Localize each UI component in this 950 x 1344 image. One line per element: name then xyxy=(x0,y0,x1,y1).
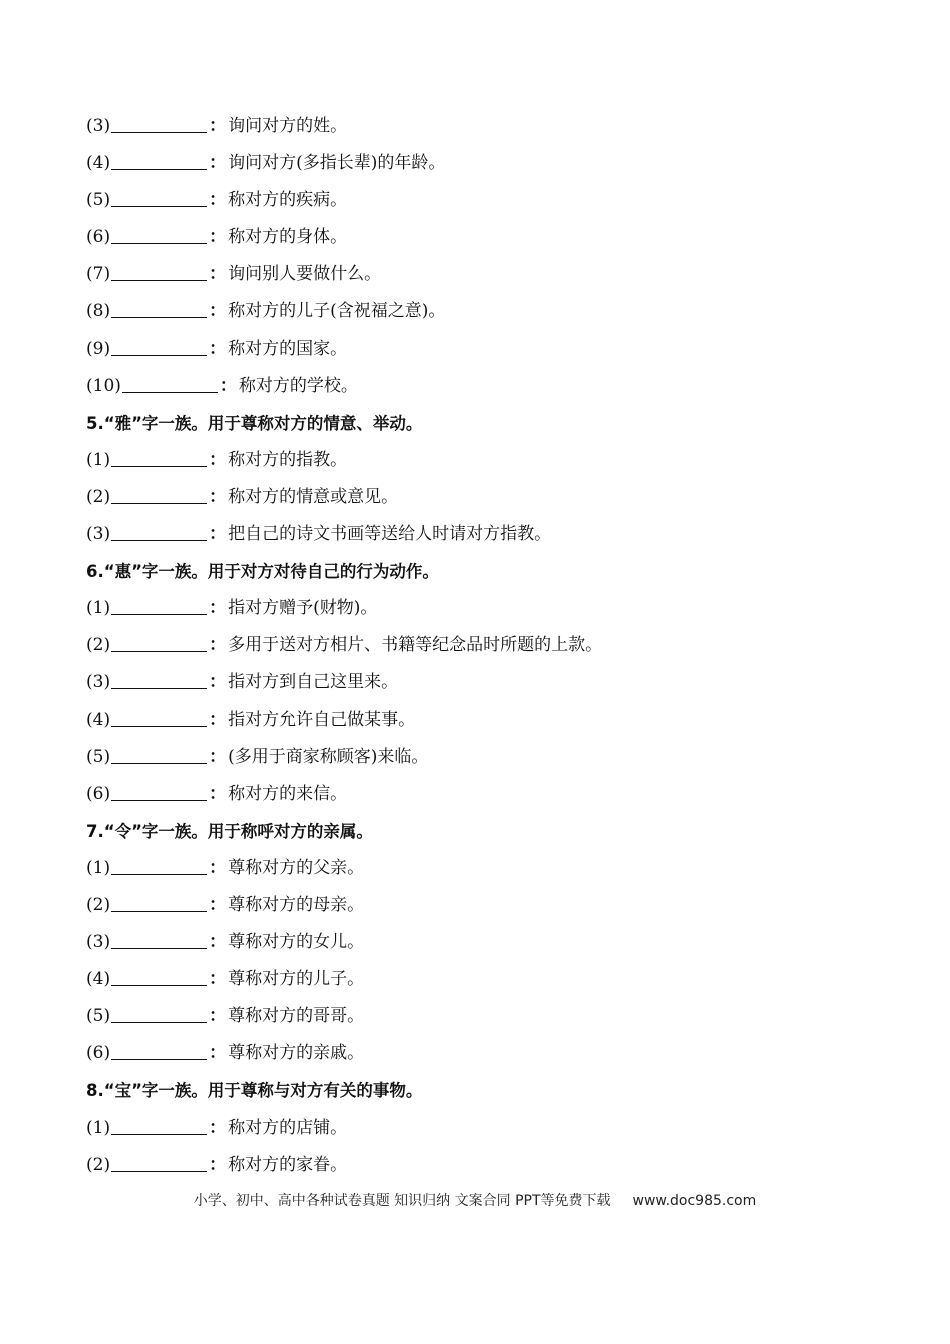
answer-blank[interactable] xyxy=(111,168,207,170)
answer-blank[interactable] xyxy=(111,984,207,986)
item-number: (4) xyxy=(86,969,111,990)
page-footer xyxy=(0,1190,950,1210)
list-item xyxy=(86,702,886,739)
item-description: 称对方的来信。 xyxy=(228,783,348,804)
list-item xyxy=(86,479,886,516)
answer-blank[interactable] xyxy=(111,205,207,207)
item-number: (6) xyxy=(86,227,111,248)
footer-website-link[interactable]: www.doc985.com xyxy=(632,1193,757,1209)
answer-blank[interactable] xyxy=(111,762,207,764)
colon: ： xyxy=(209,264,227,285)
list-item xyxy=(86,627,886,664)
list-item xyxy=(86,664,886,701)
colon: ： xyxy=(209,153,227,174)
item-description: 称对方的国家。 xyxy=(228,338,348,359)
answer-blank[interactable] xyxy=(111,539,207,541)
answer-blank[interactable] xyxy=(111,279,207,281)
list-item xyxy=(86,516,886,553)
item-number: (4) xyxy=(86,709,111,730)
item-number: (1) xyxy=(86,449,111,470)
question-list xyxy=(86,108,886,1184)
list-item xyxy=(86,924,886,961)
item-number: (5) xyxy=(86,746,111,767)
item-description: 指对方允许自己做某事。 xyxy=(228,709,416,730)
answer-blank[interactable] xyxy=(122,391,218,393)
colon: ： xyxy=(209,190,227,211)
answer-blank[interactable] xyxy=(111,725,207,727)
item-description: 称对方的情意或意见。 xyxy=(228,486,399,507)
list-item xyxy=(86,739,886,776)
answer-blank[interactable] xyxy=(111,613,207,615)
item-number: (3) xyxy=(86,932,111,953)
answer-blank[interactable] xyxy=(111,354,207,356)
item-number: (6) xyxy=(86,1043,111,1064)
colon: ： xyxy=(219,375,237,396)
item-number: (3) xyxy=(86,672,111,693)
list-item xyxy=(86,368,886,405)
item-description: 称对方的疾病。 xyxy=(228,190,348,211)
colon: ： xyxy=(209,709,227,730)
answer-blank[interactable] xyxy=(111,650,207,652)
list-item xyxy=(86,1147,886,1184)
item-number: (2) xyxy=(86,894,111,915)
list-item xyxy=(86,887,886,924)
list-item xyxy=(86,145,886,182)
item-number: (5) xyxy=(86,1006,111,1027)
item-number: (5) xyxy=(86,190,111,211)
item-description: 称对方的家眷。 xyxy=(228,1154,348,1175)
item-description: (多用于商家称顾客)来临。 xyxy=(228,746,429,767)
item-description: 指对方赠予(财物)。 xyxy=(228,598,378,619)
answer-blank[interactable] xyxy=(111,465,207,467)
footer-text: 小学、初中、高中各种试卷真题 知识归纳 文案合同 PPT等免费下载 xyxy=(193,1193,611,1209)
item-number: (2) xyxy=(86,1154,111,1175)
section-heading: 8.“宝”字一族。用于尊称与对方有关的事物。 xyxy=(86,1081,423,1101)
list-item xyxy=(86,182,886,219)
item-description: 把自己的诗文书画等送给人时请对方指教。 xyxy=(228,524,552,545)
colon: ： xyxy=(209,783,227,804)
colon: ： xyxy=(209,857,227,878)
list-item xyxy=(86,108,886,145)
answer-blank[interactable] xyxy=(111,131,207,133)
answer-blank[interactable] xyxy=(111,502,207,504)
item-description: 尊称对方的父亲。 xyxy=(228,857,365,878)
answer-blank[interactable] xyxy=(111,1058,207,1060)
list-item xyxy=(86,442,886,479)
list-item xyxy=(86,1035,886,1072)
item-description: 称对方的身体。 xyxy=(228,227,348,248)
item-description: 称对方的指教。 xyxy=(228,449,348,470)
item-number: (1) xyxy=(86,598,111,619)
item-number: (7) xyxy=(86,264,111,285)
item-description: 尊称对方的哥哥。 xyxy=(228,1006,365,1027)
colon: ： xyxy=(209,116,227,136)
answer-blank[interactable] xyxy=(111,687,207,689)
item-description: 询问别人要做什么。 xyxy=(228,264,382,285)
answer-blank[interactable] xyxy=(111,1170,207,1172)
section-heading: 6.“惠”字一族。用于对方对待自己的行为动作。 xyxy=(86,562,439,582)
item-description: 称对方的学校。 xyxy=(238,375,358,396)
item-description: 指对方到自己这里来。 xyxy=(228,672,399,693)
item-description: 询问对方(多指长辈)的年龄。 xyxy=(228,153,446,174)
item-description: 尊称对方的亲戚。 xyxy=(228,1043,365,1064)
colon: ： xyxy=(209,894,227,915)
colon: ： xyxy=(209,746,227,767)
item-number: (4) xyxy=(86,153,111,174)
colon: ： xyxy=(209,524,227,545)
colon: ： xyxy=(209,932,227,953)
list-item xyxy=(86,1110,886,1147)
answer-blank[interactable] xyxy=(111,799,207,801)
list-item xyxy=(86,256,886,293)
answer-blank[interactable] xyxy=(111,947,207,949)
answer-blank[interactable] xyxy=(111,316,207,318)
colon: ： xyxy=(209,1043,227,1064)
section-heading: 5.“雅”字一族。用于尊称对方的情意、举动。 xyxy=(86,413,423,433)
item-number: (2) xyxy=(86,486,111,507)
colon: ： xyxy=(209,338,227,359)
item-description: 称对方的儿子(含祝福之意)。 xyxy=(228,301,446,322)
list-item xyxy=(86,776,886,813)
colon: ： xyxy=(209,449,227,470)
colon: ： xyxy=(209,486,227,507)
colon: ： xyxy=(209,301,227,322)
item-number: (2) xyxy=(86,635,111,656)
list-item xyxy=(86,590,886,627)
item-number: (1) xyxy=(86,1117,111,1138)
colon: ： xyxy=(209,1006,227,1027)
item-number: (6) xyxy=(86,783,111,804)
item-number: (9) xyxy=(86,338,111,359)
item-number: (1) xyxy=(86,857,111,878)
item-number: (8) xyxy=(86,301,111,322)
section-heading: 7.“令”字一族。用于称呼对方的亲属。 xyxy=(86,821,373,841)
colon: ： xyxy=(209,1117,227,1138)
answer-blank[interactable] xyxy=(111,1133,207,1135)
list-item xyxy=(86,850,886,887)
item-description: 称对方的店铺。 xyxy=(228,1117,348,1138)
answer-blank[interactable] xyxy=(111,242,207,244)
item-number: (10) xyxy=(86,375,121,396)
list-item xyxy=(86,331,886,368)
list-item xyxy=(86,219,886,256)
item-description: 询问对方的姓。 xyxy=(228,116,348,136)
colon: ： xyxy=(209,598,227,619)
colon: ： xyxy=(209,227,227,248)
answer-blank[interactable] xyxy=(111,873,207,875)
answer-blank[interactable] xyxy=(111,910,207,912)
colon: ： xyxy=(209,969,227,990)
item-description: 尊称对方的儿子。 xyxy=(228,969,365,990)
item-description: 多用于送对方相片、书籍等纪念品时所题的上款。 xyxy=(228,635,603,656)
answer-blank[interactable] xyxy=(111,1021,207,1023)
colon: ： xyxy=(209,1154,227,1175)
list-item xyxy=(86,961,886,998)
list-item xyxy=(86,998,886,1035)
item-description: 尊称对方的母亲。 xyxy=(228,894,365,915)
list-item xyxy=(86,293,886,330)
item-number: (3) xyxy=(86,524,111,545)
colon: ： xyxy=(209,635,227,656)
item-number: (3) xyxy=(86,116,111,136)
item-description: 尊称对方的女儿。 xyxy=(228,932,365,953)
colon: ： xyxy=(209,672,227,693)
